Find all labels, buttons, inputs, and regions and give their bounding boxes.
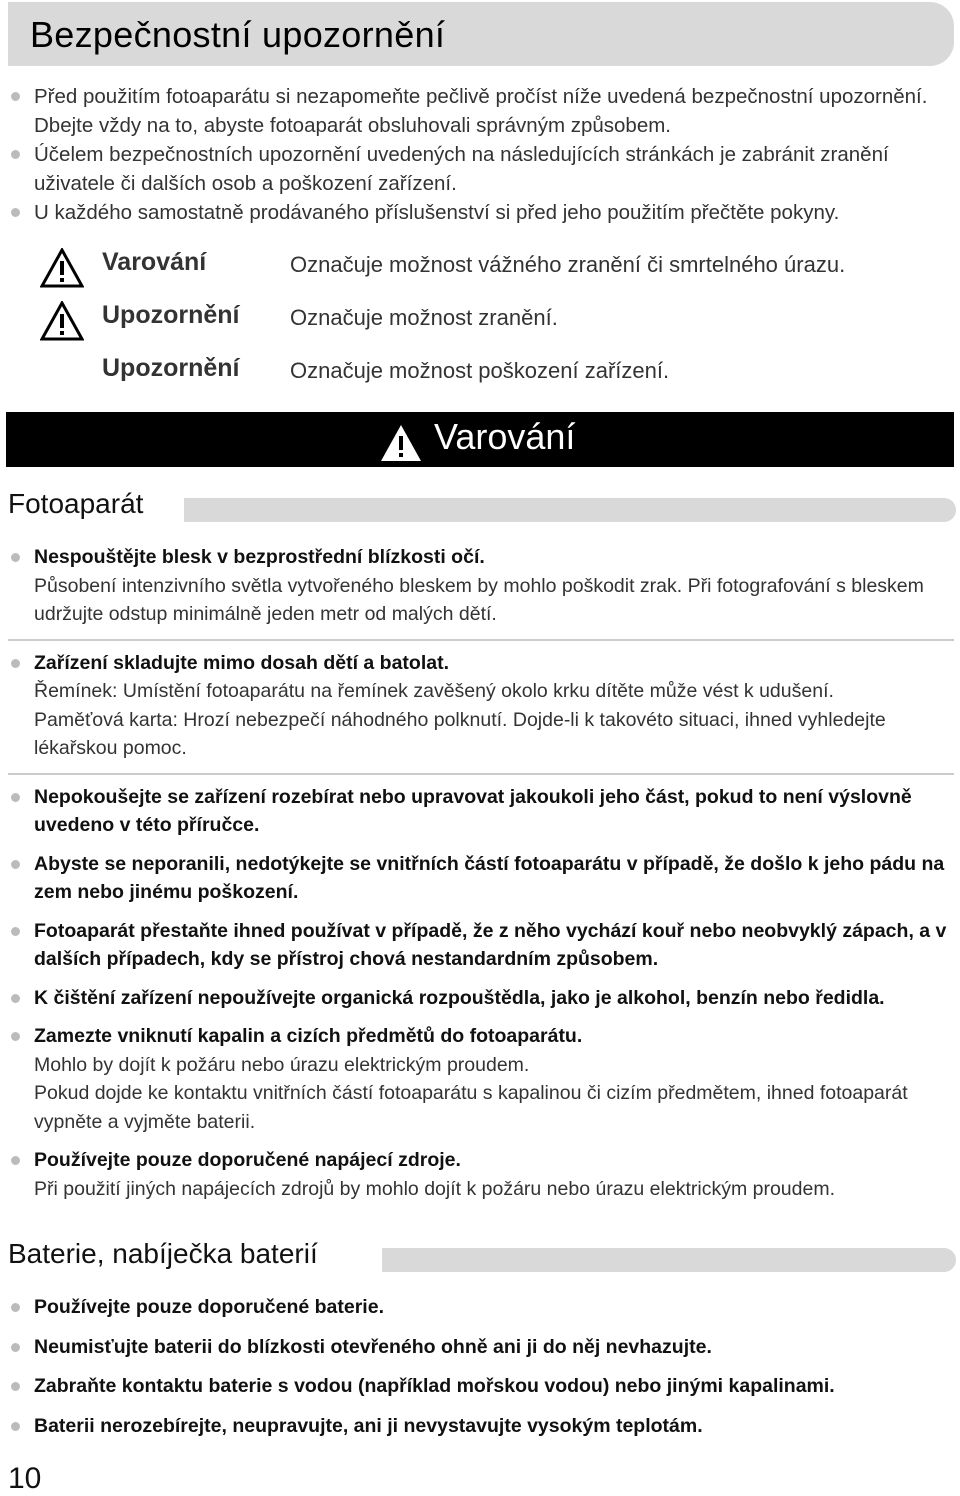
legend-term: Upozornění — [102, 354, 240, 382]
title-bar — [8, 2, 954, 66]
list-item — [8, 783, 954, 840]
item-heading: Používejte pouze doporučené napájecí zdroje. — [34, 1149, 461, 1171]
list-item — [8, 1333, 954, 1362]
item-heading: Fotoaparát přestaňte ihned používat v případě, že z něho vychází kouř nebo neobvyklý zápach, a v dalších případech, kdy se přístroj chová nestandardním způsobem. — [34, 919, 947, 970]
item-text: Pokud dojde ke kontaktu vnitřních částí fotoaparátu s kapalinou či cizím předmětem, ihned fotoaparát vypněte a vyjměte baterii. — [34, 1082, 908, 1133]
intro-list — [8, 82, 954, 227]
legend-desc: Označuje možnost vážného zranění či smrtelného úrazu. — [290, 252, 846, 277]
list-item — [8, 1293, 954, 1322]
page-number: 10 — [8, 1462, 42, 1495]
item-heading: Abyste se neporanili, nedotýkejte se vnitřních částí fotoaparátu v případě, že došlo k jeho pádu na zem nebo jinému poškození. — [34, 852, 945, 903]
item-heading: Zařízení skladujte mimo dosah dětí a batolat. — [34, 651, 450, 674]
list-item — [8, 917, 954, 974]
list-item — [8, 984, 954, 1013]
legend-row-equipment — [40, 352, 940, 405]
section-heading-camera — [8, 488, 956, 528]
page-title: Bezpečnostní upozornění — [30, 14, 446, 55]
list-item — [8, 649, 954, 775]
item-heading: Neumisťujte baterii do blízkosti otevřeného ohně ani ji do něj nevhazujte. — [34, 1335, 712, 1358]
legend-row-warning — [40, 246, 940, 299]
intro-item: Před použitím fotoaparátu si nezapomeňte pečlivě pročíst níže uvedená bezpečnostní upozornění. Dbejte vždy na to, abyste fotoaparát obsluhovali správným způsobem. — [8, 82, 954, 140]
item-text: Řemínek: Umístění fotoaparátu na řemínek zavěšený okolo krku dítěte může vést k udušení. — [34, 680, 834, 702]
intro-item: Účelem bezpečnostních upozornění uvedených na následujících stránkách je zabránit zranění uživatele či dalších osob a poškození zařízení. — [8, 140, 954, 198]
legend-row-caution — [40, 299, 940, 352]
section-heading-bar — [382, 1248, 956, 1272]
section-heading-label: Baterie, nabíječka baterií — [8, 1238, 332, 1270]
list-item — [8, 543, 954, 641]
legend-term: Upozornění — [102, 301, 240, 329]
item-heading: Zamezte vniknutí kapalin a cizích předmětů do fotoaparátu. — [34, 1025, 583, 1047]
item-text: Mohlo by dojít k požáru nebo úrazu elektrickým proudem. — [34, 1053, 530, 1076]
item-heading: Zabraňte kontaktu baterie s vodou (například mořskou vodou) nebo jinými kapalinami. — [34, 1375, 835, 1397]
legend-desc: Označuje možnost poškození zařízení. — [290, 358, 670, 383]
warning-banner-text: Varování — [434, 416, 576, 457]
item-heading: Používejte pouze doporučené baterie. — [34, 1296, 384, 1318]
section-heading-bar — [184, 498, 956, 522]
list-item — [8, 1372, 954, 1401]
list-item — [8, 1022, 954, 1136]
list-item — [8, 1146, 954, 1203]
warning-triangle-icon — [380, 424, 422, 462]
warning-triangle-icon — [40, 248, 84, 288]
list-item — [8, 850, 954, 907]
section-heading-label: Fotoaparát — [8, 488, 157, 520]
item-heading: Nepokoušejte se zařízení rozebírat nebo upravovat jakoukoli jeho část, pokud to není výslovně uvedeno v této příručce. — [34, 785, 912, 836]
list-item — [8, 1412, 954, 1441]
item-text: Při použití jiných napájecích zdrojů by mohlo dojít k požáru nebo úrazu elektrickým proudem. — [34, 1177, 835, 1200]
legend-term: Varování — [102, 248, 207, 276]
item-heading: K čištění zařízení nepoužívejte organická rozpouštědla, jako je alkohol, benzín nebo ředidla. — [34, 986, 885, 1009]
caution-triangle-icon — [40, 301, 84, 341]
camera-warning-list — [8, 543, 954, 1203]
item-text: Působení intenzivního světla vytvořeného bleskem by mohlo poškodit zrak. Při fotografování s bleskem udržujte odstup minimálně jeden metr od malých dětí. — [34, 574, 924, 625]
symbol-legend — [40, 246, 940, 405]
intro-item: U každého samostatně prodávaného příslušenství si před jeho použitím přečtěte pokyny. — [8, 198, 954, 227]
battery-warning-list — [8, 1293, 954, 1440]
item-text: Paměťová karta: Hrozí nebezpečí náhodného polknutí. Dojde-li k takovéto situaci, ihned vyhledejte lékařskou pomoc. — [34, 708, 886, 759]
warning-banner — [6, 412, 954, 467]
item-heading: Baterii nerozebírejte, neupravujte, ani ji nevystavujte vysokým teplotám. — [34, 1414, 703, 1437]
legend-desc: Označuje možnost zranění. — [290, 305, 558, 330]
section-heading-battery — [8, 1238, 956, 1278]
item-heading: Nespouštějte blesk v bezprostřední blízkosti očí. — [34, 546, 485, 568]
